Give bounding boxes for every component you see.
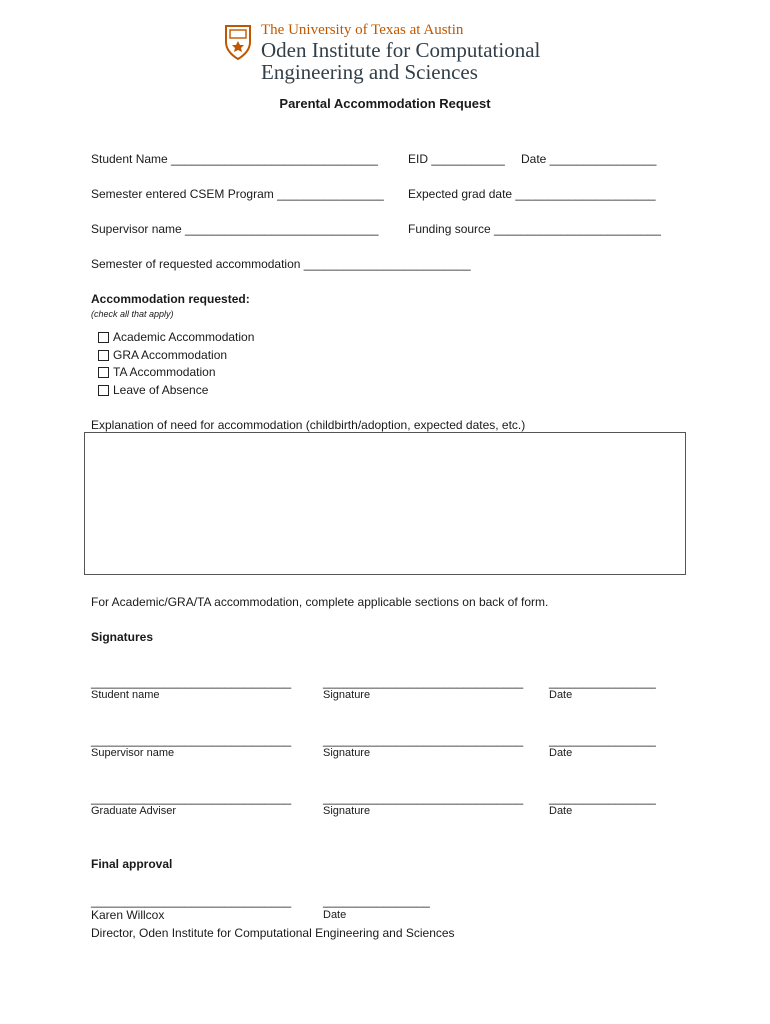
university-name: The University of Texas at Austin xyxy=(261,22,464,38)
signature-caption: Signature xyxy=(323,805,371,817)
final-approval-heading: Final approval xyxy=(91,857,173,871)
director-name: Karen Willcox xyxy=(91,908,165,922)
option-academic[interactable] xyxy=(98,330,254,344)
option-label: TA Accommodation xyxy=(113,365,216,379)
student-signature-line[interactable]: ______________________________ xyxy=(323,675,524,689)
form-title: Parental Accommodation Request xyxy=(279,96,491,111)
student-name-line[interactable]: ______________________________ xyxy=(91,675,292,689)
institute-logo xyxy=(224,22,554,84)
option-label: GRA Accommodation xyxy=(113,348,228,362)
student-name-caption: Student name xyxy=(91,689,160,701)
student-name-field[interactable]: Student Name _______________________________ xyxy=(91,152,378,166)
supervisor-name-field[interactable]: Supervisor name _____________________________ xyxy=(91,222,379,236)
institute-name-line2: Engineering and Sciences xyxy=(261,60,478,84)
eid-field[interactable]: EID ___________ xyxy=(408,152,505,166)
checkbox[interactable] xyxy=(98,332,109,343)
explanation-label: Explanation of need for accommodation (childbirth/adoption, expected dates, etc.) xyxy=(91,418,526,432)
checkbox[interactable] xyxy=(98,385,109,396)
signature-caption: Signature xyxy=(323,747,371,759)
checkbox[interactable] xyxy=(98,350,109,361)
accommodation-hint: (check all that apply) xyxy=(91,309,174,319)
option-ta[interactable] xyxy=(98,365,216,379)
explanation-textarea[interactable] xyxy=(84,432,686,575)
back-of-form-note: For Academic/GRA/TA accommodation, complete applicable sections on back of form. xyxy=(91,595,549,609)
date-caption: Date xyxy=(549,747,573,759)
option-leave[interactable] xyxy=(98,383,208,397)
graduate-adviser-caption: Graduate Adviser xyxy=(91,805,176,817)
director-signature-line[interactable]: ______________________________ xyxy=(91,894,292,908)
date-caption: Date xyxy=(549,805,573,817)
date-caption: Date xyxy=(323,909,347,921)
supervisor-name-line[interactable]: ______________________________ xyxy=(91,733,292,747)
checkbox[interactable] xyxy=(98,367,109,378)
date-field[interactable]: Date ________________ xyxy=(521,152,657,166)
institute-name-line1: Oden Institute for Computational xyxy=(261,38,541,62)
funding-source-field[interactable]: Funding source _________________________ xyxy=(408,222,661,236)
date-caption: Date xyxy=(549,689,573,701)
supervisor-name-caption: Supervisor name xyxy=(91,747,175,759)
expected-grad-field[interactable]: Expected grad date _____________________ xyxy=(408,187,656,201)
option-label: Academic Accommodation xyxy=(113,330,255,344)
signature-caption: Signature xyxy=(323,689,371,701)
semester-entered-field[interactable]: Semester entered CSEM Program ________________ xyxy=(91,187,384,201)
accommodation-heading: Accommodation requested: xyxy=(91,292,250,306)
signatures-heading: Signatures xyxy=(91,630,154,644)
student-date-line[interactable]: ________________ xyxy=(549,675,656,689)
supervisor-signature-line[interactable]: ______________________________ xyxy=(323,733,524,747)
adviser-date-line[interactable]: ________________ xyxy=(549,791,656,805)
adviser-name-line[interactable]: ______________________________ xyxy=(91,791,292,805)
director-title: Director, Oden Institute for Computational Engineering and Sciences xyxy=(91,926,455,940)
option-gra[interactable] xyxy=(98,348,227,362)
semester-requested-field[interactable]: Semester of requested accommodation _________________________ xyxy=(91,257,471,271)
supervisor-date-line[interactable]: ________________ xyxy=(549,733,656,747)
director-date-line[interactable]: ________________ xyxy=(323,894,430,908)
option-label: Leave of Absence xyxy=(113,383,209,397)
adviser-signature-line[interactable]: ______________________________ xyxy=(323,791,524,805)
ut-shield-icon xyxy=(224,24,252,60)
